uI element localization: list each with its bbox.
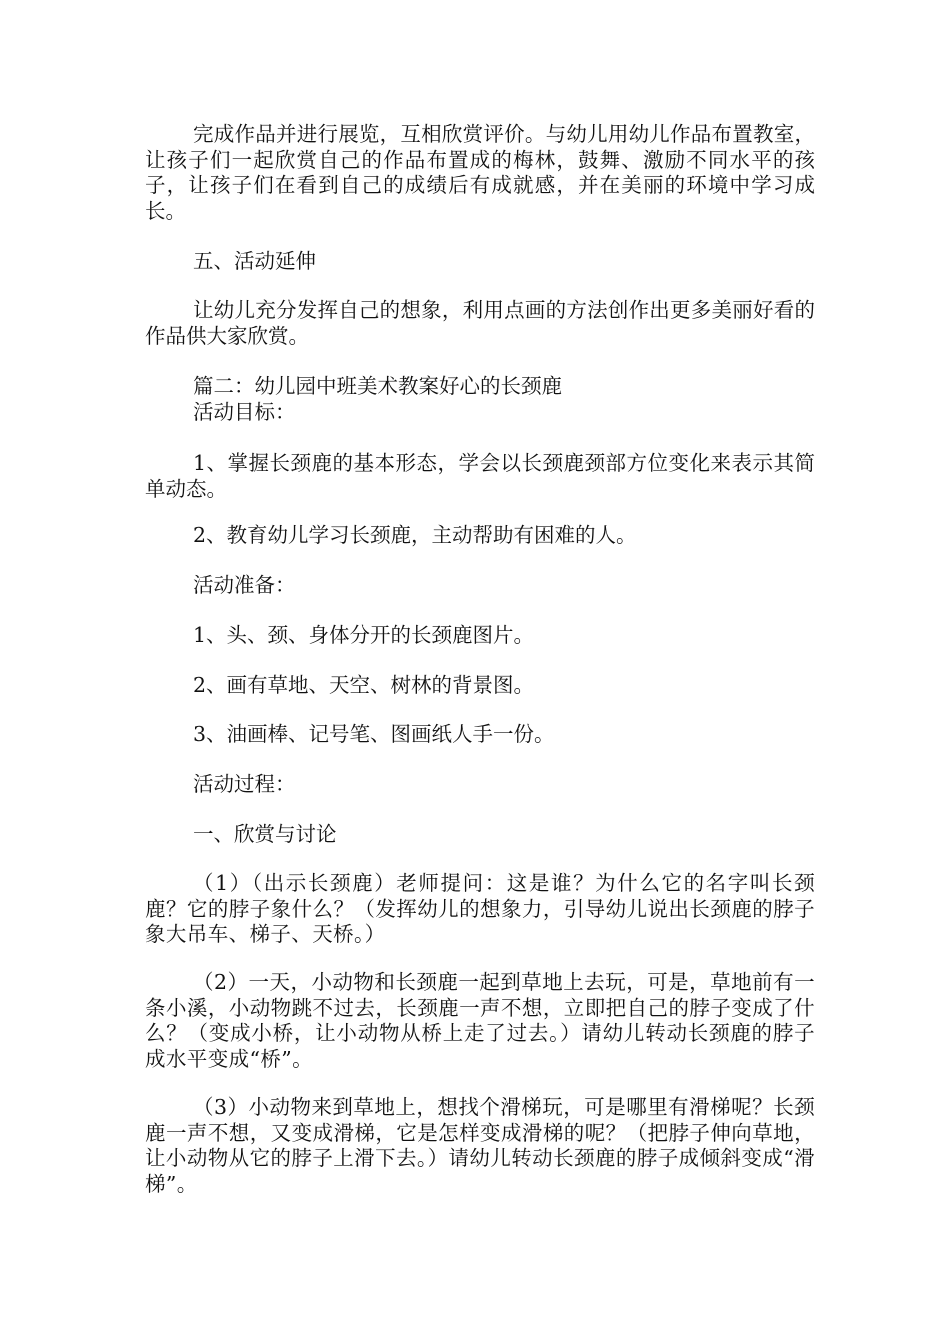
process-step-3: （3）小动物来到草地上，想找个滑梯玩，可是哪里有滑梯呢？长颈鹿一声不想，又变成滑梯，它是怎样变成滑梯的呢？（把脖子伸向草地，让小动物从它的脖子上滑下去。）请幼儿转动长颈鹿的脖子成倾斜变成“滑梯”。 xyxy=(145,1095,815,1196)
preparation-item-3: 3、油画棒、记号笔、图画纸人手一份。 xyxy=(193,722,555,746)
article-title: 篇二：幼儿园中班美术教案好心的长颈鹿 xyxy=(193,374,562,398)
heading-process: 活动过程： xyxy=(193,772,296,796)
objective-item-1: 1、掌握长颈鹿的基本形态，学会以长颈鹿颈部方位变化来表示其简单动态。 xyxy=(145,451,815,501)
heading-objectives: 活动目标： xyxy=(193,400,296,424)
objective-item-2: 2、教育幼儿学习长颈鹿，主动帮助有困难的人。 xyxy=(193,523,637,547)
section-heading-extension: 五、活动延伸 xyxy=(193,249,316,273)
heading-preparation: 活动准备： xyxy=(193,573,296,597)
preparation-item-2: 2、画有草地、天空、树林的背景图。 xyxy=(193,673,535,697)
process-step-1: （1）（出示长颈鹿）老师提问：这是谁？为什么它的名字叫长颈鹿？它的脖子象什么？（发挥幼儿的想象力，引导幼儿说出长颈鹿的脖子象大吊车、梯子、天桥。） xyxy=(145,871,815,947)
preparation-item-1: 1、头、颈、身体分开的长颈鹿图片。 xyxy=(193,623,535,647)
paragraph-exhibition: 完成作品并进行展览，互相欣赏评价。与幼儿用幼儿作品布置教室，让孩子们一起欣赏自己的作品布置成的梅林，鼓舞、激励不同水平的孩子，让孩子们在看到自己的成绩后有成就感，并在美丽的环境中学习成长。 xyxy=(145,122,815,223)
section-heading-appreciation: 一、欣赏与讨论 xyxy=(193,822,337,846)
paragraph-extension: 让幼儿充分发挥自己的想象，利用点画的方法创作出更多美丽好看的作品供大家欣赏。 xyxy=(145,298,815,348)
process-step-2: （2）一天，小动物和长颈鹿一起到草地上去玩，可是，草地前有一条小溪，小动物跳不过去，长颈鹿一声不想，立即把自己的脖子变成了什么？（变成小桥，让小动物从桥上走了过去。）请幼儿转动长颈鹿的脖子成水平变成“桥”。 xyxy=(145,970,815,1071)
